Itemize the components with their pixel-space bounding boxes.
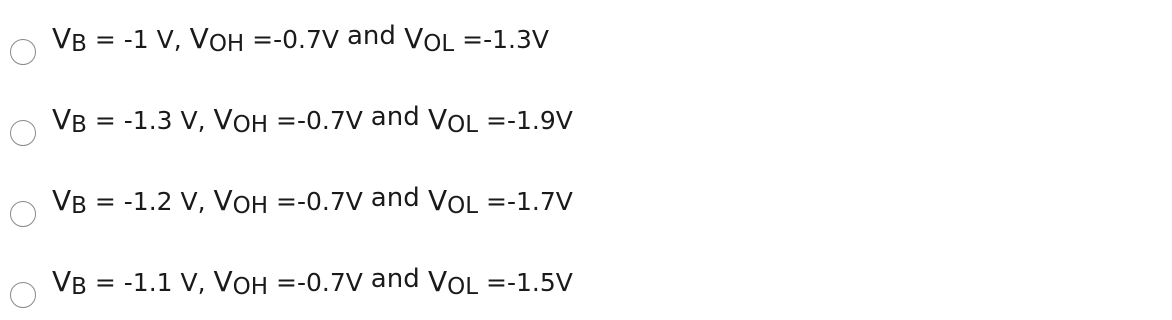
option-label: VB = -1.1 V, VOH =-0.7V and VOL =-1.5V	[52, 264, 573, 300]
radio-button[interactable]	[10, 282, 36, 308]
answer-option-1[interactable]	[10, 14, 710, 58]
answer-option-3[interactable]	[10, 176, 710, 220]
radio-button[interactable]	[10, 39, 36, 65]
radio-button[interactable]	[10, 201, 36, 227]
option-label: VB = -1.3 V, VOH =-0.7V and VOL =-1.9V	[52, 102, 573, 138]
answer-option-2[interactable]	[10, 95, 710, 139]
option-label: VB = -1 V, VOH =-0.7V and VOL =-1.3V	[52, 21, 549, 57]
answer-option-4[interactable]	[10, 257, 710, 301]
option-label: VB = -1.2 V, VOH =-0.7V and VOL =-1.7V	[52, 183, 573, 219]
radio-button[interactable]	[10, 120, 36, 146]
